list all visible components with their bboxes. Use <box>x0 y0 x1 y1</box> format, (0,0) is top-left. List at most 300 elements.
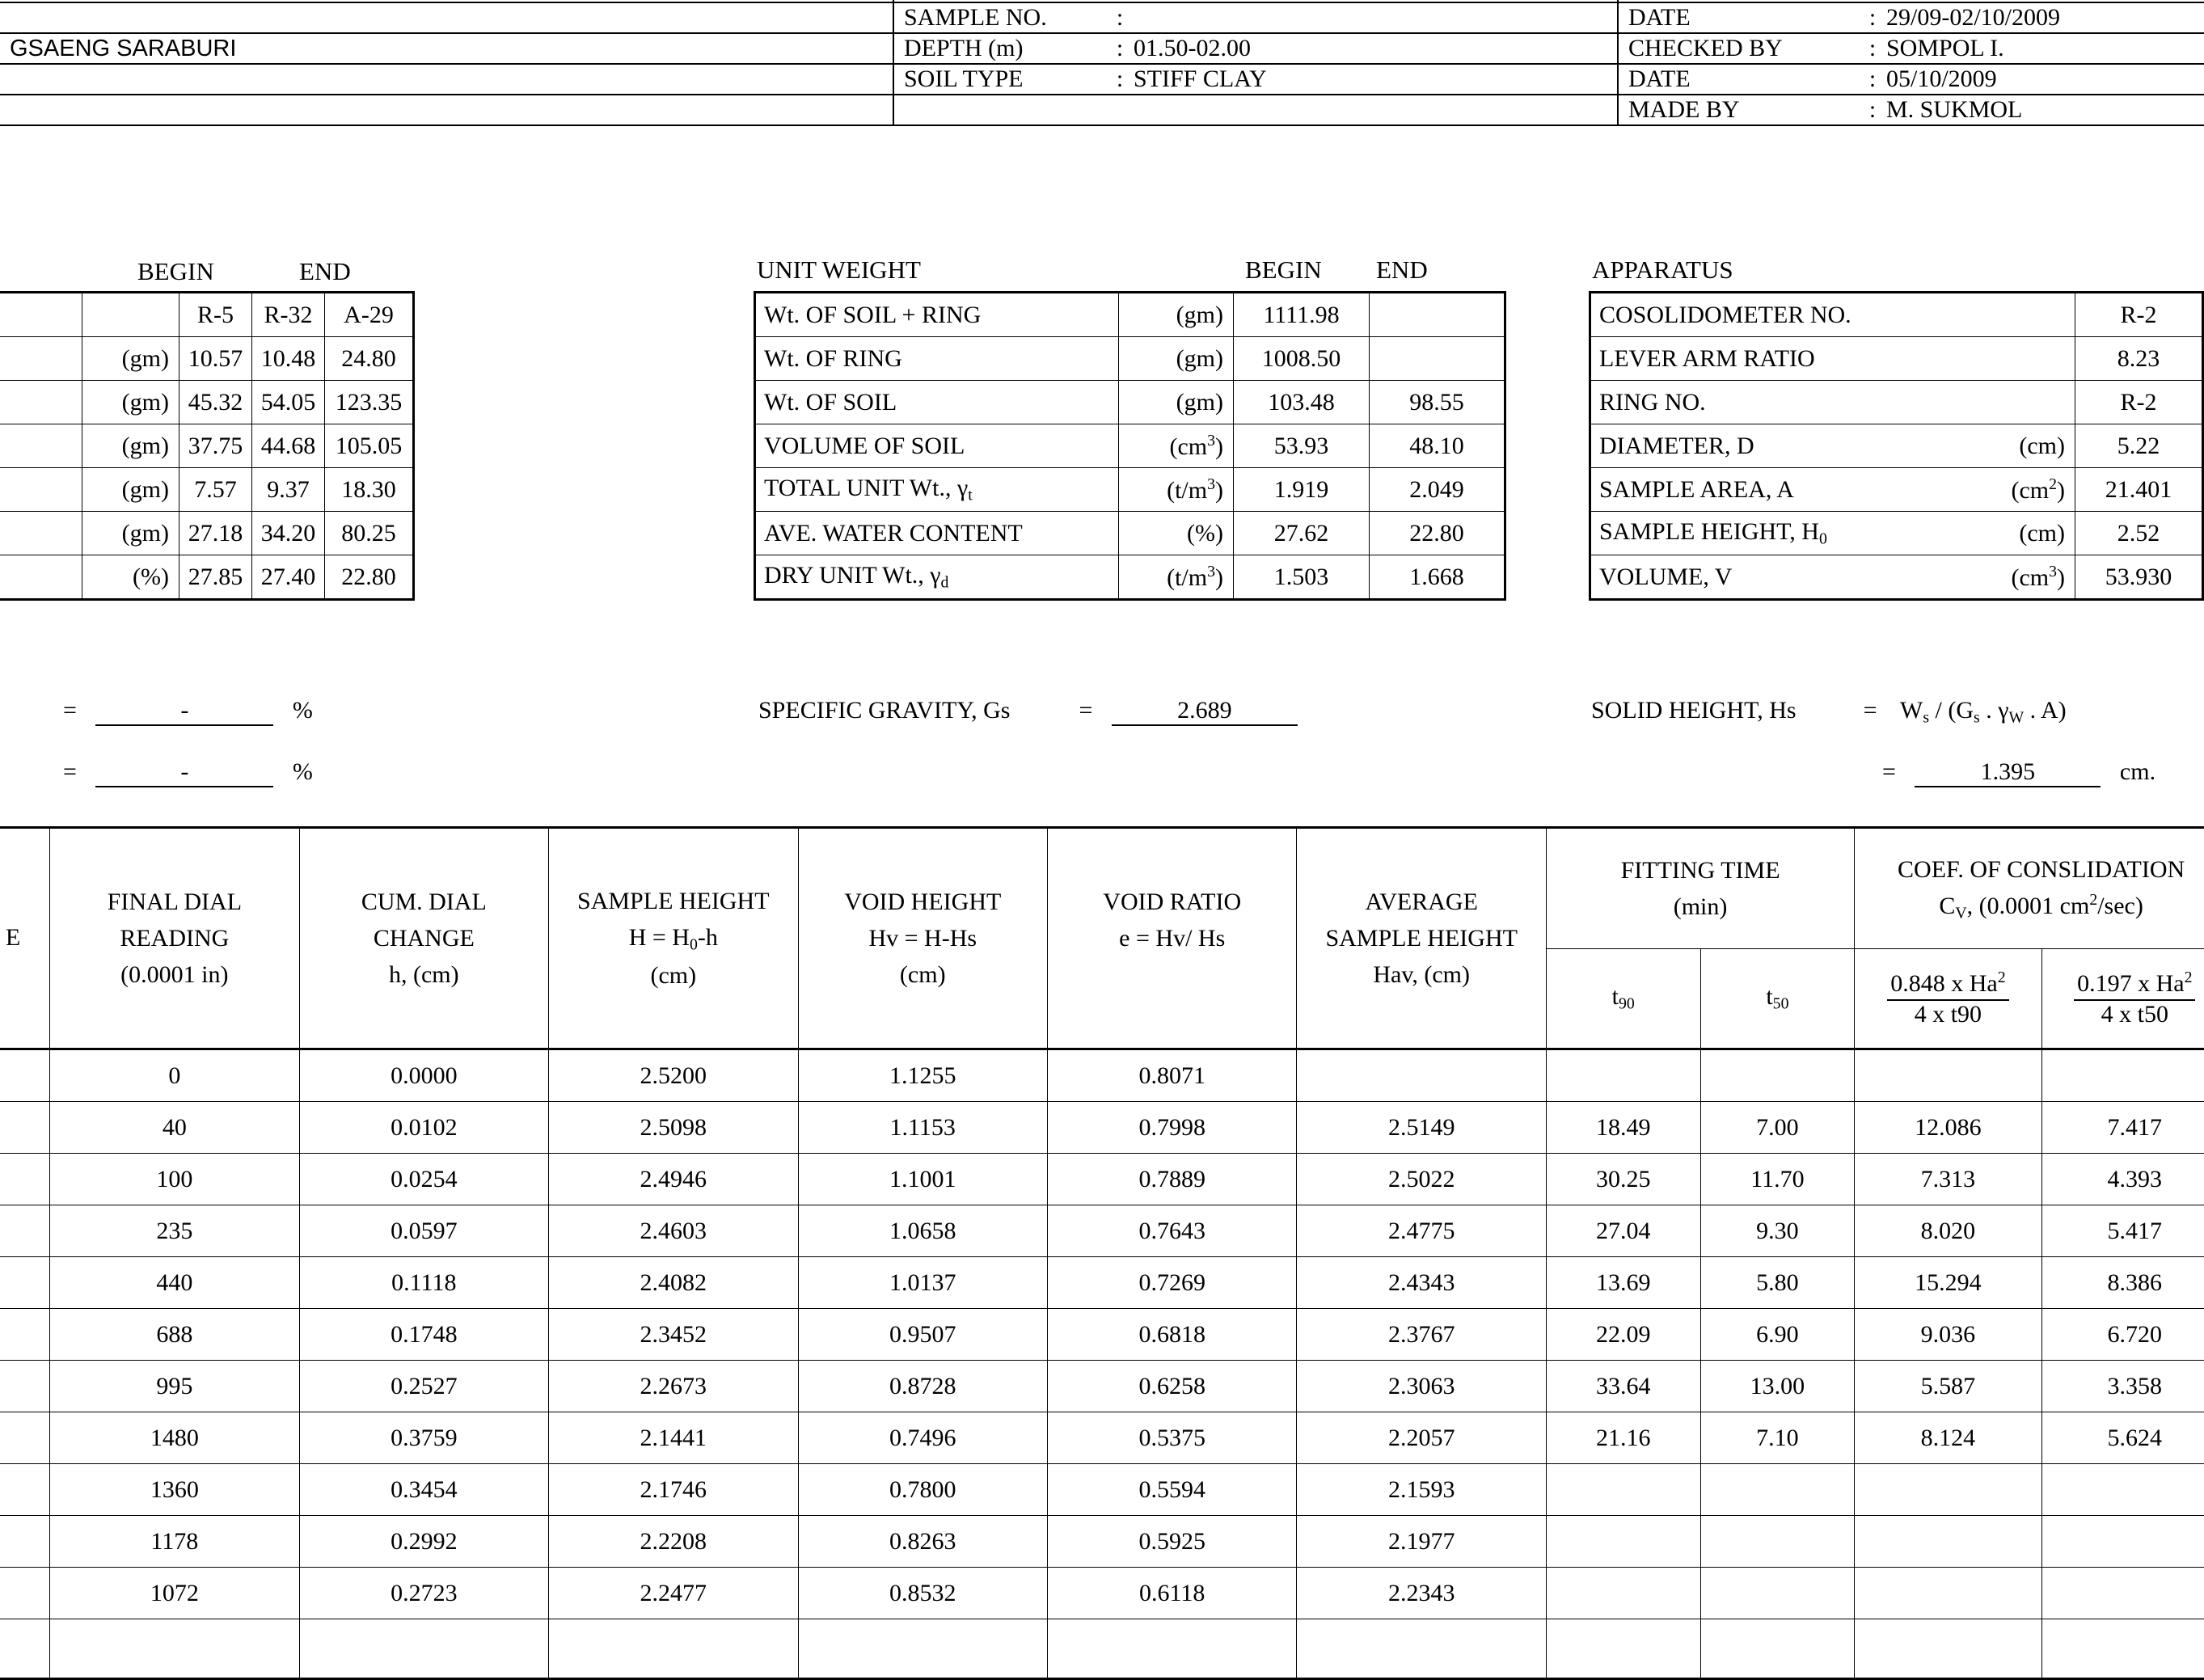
col-header-cv90-formula <box>1855 949 2041 1049</box>
uw-unit: (gm) <box>1119 381 1234 424</box>
unit-weight-section <box>754 255 1505 601</box>
plastic-limit-value: - <box>95 758 273 787</box>
uw-begin: 53.93 <box>1234 424 1370 468</box>
ap-label: RING NO. <box>1590 381 2075 424</box>
cell-final-dial <box>50 1619 299 1679</box>
table-row <box>1590 293 2203 337</box>
unit-weight-col-end: END <box>1376 255 1428 284</box>
cm-unit: cm. <box>2119 758 2156 785</box>
cell-sample-height <box>549 1619 798 1679</box>
cell-cv90: 8.020 <box>1855 1205 2041 1257</box>
cell-void-height: 0.9507 <box>798 1309 1047 1361</box>
wc-value: 27.40 <box>252 555 325 600</box>
uw-begin: 1.503 <box>1234 555 1370 600</box>
cell-average: 2.4343 <box>1297 1257 1546 1309</box>
cell-average: 2.2057 <box>1297 1412 1546 1464</box>
equals-sign: = <box>63 697 77 724</box>
hdr-line: (cm) <box>899 961 946 988</box>
unit-weight-header-line <box>754 255 1505 291</box>
cell-cv50: 3.358 <box>2041 1361 2204 1412</box>
apparatus-title: APPARATUS <box>1592 255 1733 284</box>
wc-row-unit: (gm) <box>82 424 179 468</box>
table-row <box>755 424 1505 468</box>
cell-t50 <box>1700 1049 1855 1102</box>
uw-end <box>1370 293 1505 337</box>
hdr-line: FINAL DIAL <box>107 889 243 915</box>
cell-final-dial: 995 <box>50 1361 299 1412</box>
wc-value: 54.05 <box>252 381 325 424</box>
colon: : <box>1868 96 1877 123</box>
wc-row-label <box>0 468 82 512</box>
cell-t90 <box>1546 1049 1700 1102</box>
hdr-line: h, (cm) <box>388 961 459 988</box>
solid-height-label: SOLID HEIGHT, Hs <box>1591 697 1797 724</box>
uw-unit: $(cm^3)$ <box>1119 424 1234 468</box>
cell-t90 <box>1546 1619 1700 1679</box>
header-blank-line <box>0 95 893 125</box>
ap-value: 21.401 <box>2075 468 2203 512</box>
col-header-void-height <box>798 828 1047 1049</box>
checked-by-value: SOMPOL I. <box>1886 35 2004 61</box>
table-row <box>1590 337 2203 381</box>
cell-cv50 <box>2041 1619 2204 1679</box>
header-blank-line <box>0 64 893 95</box>
water-content-section <box>0 257 403 601</box>
hdr-line: FITTING TIME <box>1620 857 1780 884</box>
table-row <box>0 1412 2204 1464</box>
cell-pressure <box>0 1619 50 1679</box>
cell-cum-dial <box>299 1619 548 1679</box>
uw-end: 1.668 <box>1370 555 1505 600</box>
group-label-end: END <box>299 257 351 285</box>
ap-unit: (cm) <box>1938 424 2075 468</box>
table-row <box>0 424 414 468</box>
cell-t50 <box>1700 1568 1855 1619</box>
specific-gravity-label: SPECIFIC GRAVITY, Gs <box>758 697 1011 724</box>
cell-t50: 9.30 <box>1700 1205 1855 1257</box>
wc-row-label <box>0 337 82 381</box>
boring-no-label <box>904 0 1106 1</box>
wc-value: 10.57 <box>179 337 252 381</box>
table-row <box>0 1516 2204 1568</box>
cell-t50 <box>1700 1619 1855 1679</box>
colon <box>1106 0 1134 1</box>
cv90-numerator: 0.848 x Ha$^2$ <box>1887 969 2008 1001</box>
cell-void-height: 1.1255 <box>798 1049 1047 1102</box>
uw-label: AVE. WATER CONTENT <box>755 512 1119 555</box>
cell-sample-height: 2.2673 <box>549 1361 798 1412</box>
depth-value: 01.50-02.00 <box>1134 35 1251 61</box>
solid-height-value-row <box>1882 758 2155 787</box>
cell-void-height: 0.8728 <box>798 1361 1047 1412</box>
cell-sample-height: 2.1441 <box>549 1412 798 1464</box>
hdr-line: SAMPLE HEIGHT <box>1325 925 1518 952</box>
document-header <box>0 0 2204 126</box>
container-id-2: R-32 <box>252 293 325 337</box>
tested-by-value <box>1886 0 1995 1</box>
table-row <box>0 337 414 381</box>
hdr-line: CHANGE <box>373 925 475 952</box>
hdr-line: SAMPLE HEIGHT <box>577 887 770 914</box>
ap-label: SAMPLE AREA, A <box>1590 468 1938 512</box>
cell-sample-height: 2.2208 <box>549 1516 798 1568</box>
cell-cv50: 8.386 <box>2041 1257 2204 1309</box>
uw-end: 22.80 <box>1370 512 1505 555</box>
table-row <box>755 468 1505 512</box>
ap-value: 2.52 <box>2075 512 2203 555</box>
cell-cv90: 9.036 <box>1855 1309 2041 1361</box>
table-row <box>755 555 1505 600</box>
cell-void-ratio: 0.5375 <box>1047 1412 1296 1464</box>
table-row <box>755 381 1505 424</box>
cell-pressure <box>0 1205 50 1257</box>
equals-sign: = <box>1079 697 1093 724</box>
colon: : <box>1116 65 1124 92</box>
col-header-cum-dial-change <box>299 828 548 1049</box>
hdr-line: $C_V$, (0.0001 $cm^2/\sec$) <box>1939 891 2143 922</box>
hdr-line: (0.0001 in) <box>120 961 229 988</box>
cell-cum-dial: 0.3454 <box>299 1464 548 1516</box>
wc-blank-unit <box>82 293 179 337</box>
ap-value: R-2 <box>2075 381 2203 424</box>
cell-cv50: 4.393 <box>2041 1154 2204 1205</box>
cell-pressure <box>0 1361 50 1412</box>
cell-pressure <box>0 1154 50 1205</box>
ap-unit: (cm) <box>1938 512 2075 555</box>
colon: : <box>1868 35 1877 61</box>
table-row <box>1590 512 2203 555</box>
cell-void-ratio: 0.7269 <box>1047 1257 1296 1309</box>
cell-t50: 7.10 <box>1700 1412 1855 1464</box>
col-header-pressure: E <box>0 828 50 1049</box>
cell-t50: 5.80 <box>1700 1257 1855 1309</box>
ap-label: SAMPLE HEIGHT, $H_0$ <box>1590 512 1938 555</box>
header-test-date <box>1618 2 2204 33</box>
colon <box>1859 0 1886 1</box>
cell-pressure <box>0 1516 50 1568</box>
cell-cum-dial: 0.0254 <box>299 1154 548 1205</box>
hdr-line: AVERAGE <box>1365 889 1478 915</box>
soil-type-label: SOIL TYPE <box>904 65 1024 92</box>
cell-void-height: 1.1153 <box>798 1102 1047 1154</box>
cv90-denominator: 4 x t90 <box>1914 1000 1982 1028</box>
cell-cum-dial: 0.1748 <box>299 1309 548 1361</box>
ap-value: 53.930 <box>2075 555 2203 600</box>
table-row <box>0 1154 2204 1205</box>
cell-sample-height: 2.1746 <box>549 1464 798 1516</box>
cv50-numerator: 0.197 x Ha$^2$ <box>2074 969 2195 1001</box>
cell-sample-height: 2.4082 <box>549 1257 798 1309</box>
table-row <box>0 1464 2204 1516</box>
cell-void-height: 1.1001 <box>798 1154 1047 1205</box>
wc-value: 123.35 <box>325 381 414 424</box>
header-row <box>0 33 2204 64</box>
uw-begin: 1008.50 <box>1234 337 1370 381</box>
cell-cv50 <box>2041 1516 2204 1568</box>
uw-begin: 1111.98 <box>1234 293 1370 337</box>
cell-void-height: 0.8263 <box>798 1516 1047 1568</box>
cell-t90: 33.64 <box>1546 1361 1700 1412</box>
cell-t90: 30.25 <box>1546 1154 1700 1205</box>
cell-sample-height: 2.2477 <box>549 1568 798 1619</box>
cell-void-height: 1.0658 <box>798 1205 1047 1257</box>
unit-weight-table <box>754 291 1506 601</box>
date-label: DATE <box>1628 65 1691 92</box>
cell-void-ratio <box>1047 1619 1296 1679</box>
cell-t50: 7.00 <box>1700 1102 1855 1154</box>
cell-cv90 <box>1855 1049 2041 1102</box>
unit-weight-col-begin: BEGIN <box>1245 255 1322 284</box>
cell-pressure <box>0 1257 50 1309</box>
made-by-label: MADE BY <box>1628 96 1740 123</box>
header-row <box>0 2 2204 33</box>
cell-t90 <box>1546 1516 1700 1568</box>
checked-by-label: CHECKED BY <box>1628 35 1783 61</box>
liquid-limit-value: - <box>95 697 273 726</box>
cell-cv90 <box>1855 1464 2041 1516</box>
date-label: DATE <box>1628 4 1691 31</box>
hdr-line: Hav, (cm) <box>1373 961 1471 988</box>
cell-t50: 11.70 <box>1700 1154 1855 1205</box>
unit-weight-title: UNIT WEIGHT <box>757 255 921 284</box>
cell-cum-dial: 0.0102 <box>299 1102 548 1154</box>
table-row <box>0 293 414 337</box>
hdr-line: e = Hv/ Hs <box>1119 925 1226 952</box>
header-site-line: GSAENG SARABURI <box>0 33 893 64</box>
wc-value: 27.18 <box>179 512 252 555</box>
uw-label: TOTAL UNIT Wt., $\gamma_t$ <box>755 468 1119 512</box>
header-row <box>0 64 2204 95</box>
cell-average <box>1297 1619 1546 1679</box>
wc-blank <box>0 293 82 337</box>
wc-row-unit: (gm) <box>82 512 179 555</box>
cell-t90: 27.04 <box>1546 1205 1700 1257</box>
cell-void-ratio: 0.7998 <box>1047 1102 1296 1154</box>
tested-by-label <box>1628 0 1859 1</box>
cell-void-ratio: 0.8071 <box>1047 1049 1296 1102</box>
cell-t50 <box>1700 1516 1855 1568</box>
hdr-line: VOID RATIO <box>1103 889 1242 915</box>
cell-cv50 <box>2041 1049 2204 1102</box>
cell-cv50: 5.624 <box>2041 1412 2204 1464</box>
wc-value: 24.80 <box>325 337 414 381</box>
cell-cv90: 8.124 <box>1855 1412 2041 1464</box>
cell-t50: 6.90 <box>1700 1309 1855 1361</box>
soil-type-value: STIFF CLAY <box>1134 65 1267 92</box>
cell-void-ratio: 0.5925 <box>1047 1516 1296 1568</box>
cv50-denominator: 4 x t50 <box>2101 1000 2168 1028</box>
table-row <box>755 512 1505 555</box>
wc-row-label <box>0 424 82 468</box>
header-made-by <box>1618 95 2204 125</box>
cell-final-dial: 440 <box>50 1257 299 1309</box>
wc-row-unit: (gm) <box>82 468 179 512</box>
solid-height-formula: $W_s / (G_s$ . $\gamma_W$ . A) <box>1899 697 2067 727</box>
table-row <box>0 1309 2204 1361</box>
col-header-cv50-formula <box>2041 949 2204 1049</box>
ap-label: DIAMETER, D <box>1590 424 1938 468</box>
cell-void-height: 0.8532 <box>798 1568 1047 1619</box>
cell-average: 2.3063 <box>1297 1361 1546 1412</box>
specific-gravity-row <box>758 697 1311 726</box>
ap-label: COSOLIDOMETER NO. <box>1590 293 2075 337</box>
cell-final-dial: 100 <box>50 1154 299 1205</box>
cell-t90: 13.69 <box>1546 1257 1700 1309</box>
table-header-row <box>0 828 2204 949</box>
uw-begin: 103.48 <box>1234 381 1370 424</box>
cell-void-ratio: 0.7889 <box>1047 1154 1296 1205</box>
uw-label: Wt. OF SOIL + RING <box>755 293 1119 337</box>
cell-cv90: 7.313 <box>1855 1154 2041 1205</box>
liquid-limit-equation <box>63 697 313 726</box>
header-empty-cell <box>893 95 1618 125</box>
hdr-line <box>1048 956 1296 993</box>
table-row <box>0 1568 2204 1619</box>
cell-pressure <box>0 1309 50 1361</box>
date-value: 05/10/2009 <box>1886 65 1997 92</box>
cell-average <box>1297 1049 1546 1102</box>
wc-value: 37.75 <box>179 424 252 468</box>
hdr-line: (min) <box>1673 893 1728 920</box>
cell-cv90: 12.086 <box>1855 1102 2041 1154</box>
cell-pressure <box>0 1049 50 1102</box>
table-row <box>0 512 414 555</box>
percent-unit: % <box>292 697 313 724</box>
uw-unit: $(t/m^3)$ <box>1119 468 1234 512</box>
cell-void-ratio: 0.5594 <box>1047 1464 1296 1516</box>
container-id-3: A-29 <box>325 293 414 337</box>
cell-void-ratio: 0.7643 <box>1047 1205 1296 1257</box>
table-row <box>0 1257 2204 1309</box>
uw-end: 2.049 <box>1370 468 1505 512</box>
cell-cum-dial: 0.2992 <box>299 1516 548 1568</box>
cell-average: 2.4775 <box>1297 1205 1546 1257</box>
ap-label: LEVER ARM RATIO <box>1590 337 2075 381</box>
table-row <box>755 293 1505 337</box>
table-row <box>1590 468 2203 512</box>
cell-average: 2.5022 <box>1297 1154 1546 1205</box>
cell-cum-dial: 0.2527 <box>299 1361 548 1412</box>
wc-row-label <box>0 512 82 555</box>
cell-void-height: 1.0137 <box>798 1257 1047 1309</box>
cell-final-dial: 235 <box>50 1205 299 1257</box>
cell-final-dial: 1072 <box>50 1568 299 1619</box>
table-row <box>1590 424 2203 468</box>
uw-end: 98.55 <box>1370 381 1505 424</box>
cell-sample-height: 2.5200 <box>549 1049 798 1102</box>
wc-value: 44.68 <box>252 424 325 468</box>
ap-value: R-2 <box>2075 293 2203 337</box>
cell-pressure <box>0 1568 50 1619</box>
table-row <box>0 468 414 512</box>
water-content-table <box>0 291 415 601</box>
table-row <box>0 1102 2204 1154</box>
cell-pressure <box>0 1102 50 1154</box>
cell-sample-height: 2.4603 <box>549 1205 798 1257</box>
cell-cv50: 7.417 <box>2041 1102 2204 1154</box>
wc-value: 7.57 <box>179 468 252 512</box>
cell-void-ratio: 0.6258 <box>1047 1361 1296 1412</box>
colon: : <box>1868 4 1877 31</box>
cell-void-height <box>798 1619 1047 1679</box>
wc-row-unit: (gm) <box>82 381 179 424</box>
table-row <box>1590 555 2203 600</box>
uw-end: 48.10 <box>1370 424 1505 468</box>
colon: : <box>1116 4 1124 31</box>
cell-void-height: 0.7800 <box>798 1464 1047 1516</box>
made-by-value: M. SUKMOL <box>1886 96 2023 123</box>
hdr-line: CUM. DIAL <box>361 889 487 915</box>
header-row <box>0 95 2204 125</box>
cell-cum-dial: 0.0597 <box>299 1205 548 1257</box>
col-header-t50: $t_{50}$ <box>1700 949 1855 1049</box>
wc-value: 10.48 <box>252 337 325 381</box>
cell-t90: 21.16 <box>1546 1412 1700 1464</box>
header-soil-type <box>893 64 1618 95</box>
cell-t50: 13.00 <box>1700 1361 1855 1412</box>
hdr-line: $H = H_0-h$ <box>628 923 718 954</box>
wc-value: 27.85 <box>179 555 252 600</box>
table-row <box>0 381 414 424</box>
cell-cum-dial: 0.3759 <box>299 1412 548 1464</box>
cell-pressure <box>0 1464 50 1516</box>
col-header-coef-consolidation <box>1855 828 2204 949</box>
uw-unit: $(t/m^3)$ <box>1119 555 1234 600</box>
table-row <box>0 1361 2204 1412</box>
sample-no-label: SAMPLE NO. <box>904 4 1047 31</box>
cell-cv90: 15.294 <box>1855 1257 2041 1309</box>
uw-label: Wt. OF SOIL <box>755 381 1119 424</box>
depth-label: DEPTH (m) <box>904 35 1024 61</box>
wc-value: 9.37 <box>252 468 325 512</box>
wc-value: 18.30 <box>325 468 414 512</box>
date-value: 29/09-02/10/2009 <box>1886 4 2060 31</box>
ap-label: VOLUME, V <box>1590 555 1938 600</box>
specific-gravity-value: 2.689 <box>1112 697 1298 726</box>
wc-value: 45.32 <box>179 381 252 424</box>
hdr-line: (cm) <box>650 962 697 990</box>
header-depth <box>893 33 1618 64</box>
table-row <box>0 1049 2204 1102</box>
cell-cv50: 6.720 <box>2041 1309 2204 1361</box>
wc-row-label <box>0 381 82 424</box>
solid-height-value: 1.395 <box>1915 758 2101 787</box>
cell-final-dial: 1360 <box>50 1464 299 1516</box>
group-label-begin: BEGIN <box>137 257 214 285</box>
col-header-fitting-time <box>1546 828 1854 949</box>
col-header-average-sample-height <box>1297 828 1546 1049</box>
col-header-void-ratio <box>1047 828 1296 1049</box>
header-sample-no <box>893 2 1618 33</box>
cell-t90: 18.49 <box>1546 1102 1700 1154</box>
cell-cum-dial: 0.1118 <box>299 1257 548 1309</box>
apparatus-table <box>1589 291 2204 601</box>
cell-final-dial: 40 <box>50 1102 299 1154</box>
uw-begin: 1.919 <box>1234 468 1370 512</box>
cell-cv50: 5.417 <box>2041 1205 2204 1257</box>
hdr-line: VOID HEIGHT <box>844 889 1002 915</box>
cell-average: 2.5149 <box>1297 1102 1546 1154</box>
ap-value: 8.23 <box>2075 337 2203 381</box>
ap-unit: $(cm^3)$ <box>1938 555 2075 600</box>
cell-t90: 22.09 <box>1546 1309 1700 1361</box>
equals-sign: = <box>1882 758 1896 785</box>
hdr-line: READING <box>120 925 230 952</box>
apparatus-header-line <box>1589 255 2204 291</box>
apparatus-section <box>1589 255 2204 601</box>
wc-row-label <box>0 555 82 600</box>
cell-cv90: 5.587 <box>1855 1361 2041 1412</box>
